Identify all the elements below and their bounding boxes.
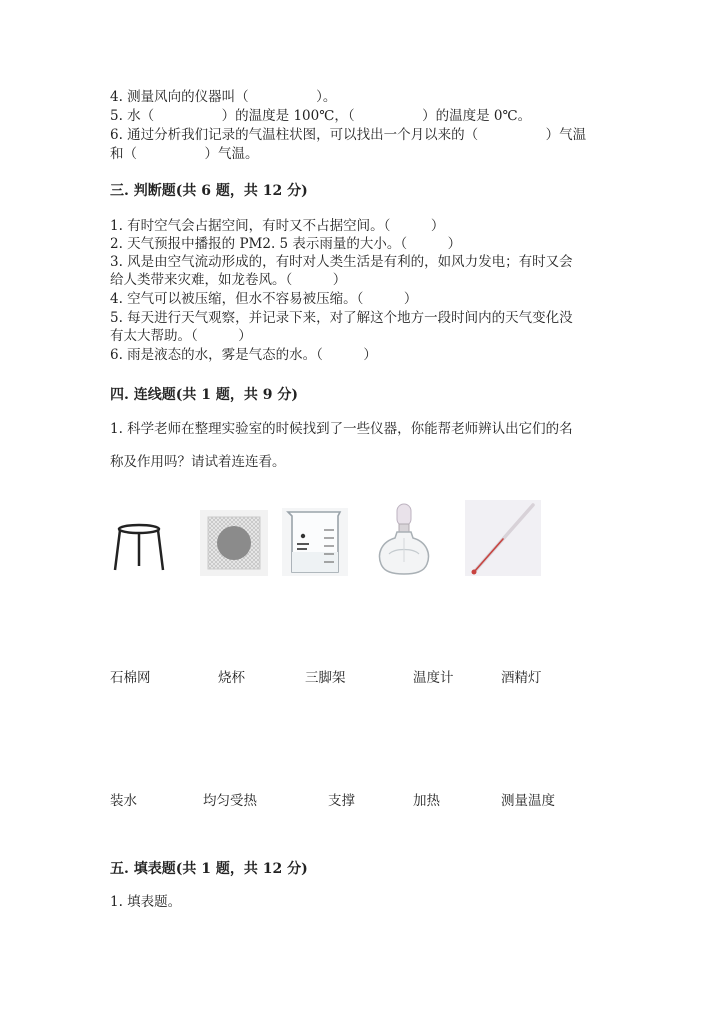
judge-item-4: 4. 空气可以被压缩，但水不容易被压缩。（ ） xyxy=(110,291,418,307)
judge-item-6: 6. 雨是液态的水，雾是气态的水。（ ） xyxy=(110,347,377,363)
use-even-heating: 均匀受热 xyxy=(203,793,257,809)
judge-item-3-line2: 给人类带来灾难，如龙卷风。（ ） xyxy=(110,272,347,288)
table-question: 1. 填表题。 xyxy=(110,894,182,910)
section4-heading: 四. 连线题(共 1 题，共 9 分) xyxy=(110,387,298,403)
judge-item-3-line1: 3. 风是由空气流动形成的，有时对人类生活是有利的，如风力发电；有时又会 xyxy=(110,254,573,270)
thermometer-image xyxy=(465,500,541,576)
use-heating: 加热 xyxy=(413,793,440,809)
match-question-line1: 1. 科学老师在整理实验室的时候找到了一些仪器，你能帮老师辨认出它们的名 xyxy=(110,421,573,437)
fill-question-4: 4. 测量风向的仪器叫（ ）。 xyxy=(110,89,337,105)
name-tripod: 三脚架 xyxy=(305,670,346,686)
asbestos-gauze-image xyxy=(200,510,268,576)
fill-question-6-line1: 6. 通过分析我们记录的气温柱状图，可以找出一个月以来的（ ）气温 xyxy=(110,127,587,143)
fill-question-5: 5. 水（ ）的温度是 100℃，（ ）的温度是 0℃。 xyxy=(110,108,532,124)
section5-heading: 五. 填表题(共 1 题，共 12 分) xyxy=(110,861,308,877)
judge-item-2: 2. 天气预报中播报的 PM2. 5 表示雨量的大小。（ ） xyxy=(110,236,462,252)
name-beaker: 烧杯 xyxy=(218,670,245,686)
section3-heading: 三. 判断题(共 6 题，共 12 分) xyxy=(110,183,308,199)
tripod-image xyxy=(112,522,166,572)
match-question-line2: 称及作用吗？请试着连连看。 xyxy=(110,454,286,470)
name-thermometer: 温度计 xyxy=(413,670,454,686)
judge-item-1: 1. 有时空气会占据空间，有时又不占据空间。（ ） xyxy=(110,218,445,234)
alcohol-lamp-image xyxy=(375,502,433,576)
beaker-image xyxy=(282,508,348,576)
use-hold-water: 装水 xyxy=(110,793,137,809)
use-support: 支撑 xyxy=(328,793,355,809)
name-asbestos-gauze: 石棉网 xyxy=(110,670,151,686)
judge-item-5-line1: 5. 每天进行天气观察，并记录下来，对了解这个地方一段时间内的天气变化没 xyxy=(110,310,573,326)
name-alcohol-lamp: 酒精灯 xyxy=(501,670,542,686)
fill-question-6-line2: 和（ ）气温。 xyxy=(110,146,259,162)
judge-item-5-line2: 有太大帮助。（ ） xyxy=(110,328,252,344)
use-measure-temperature: 测量温度 xyxy=(501,793,555,809)
